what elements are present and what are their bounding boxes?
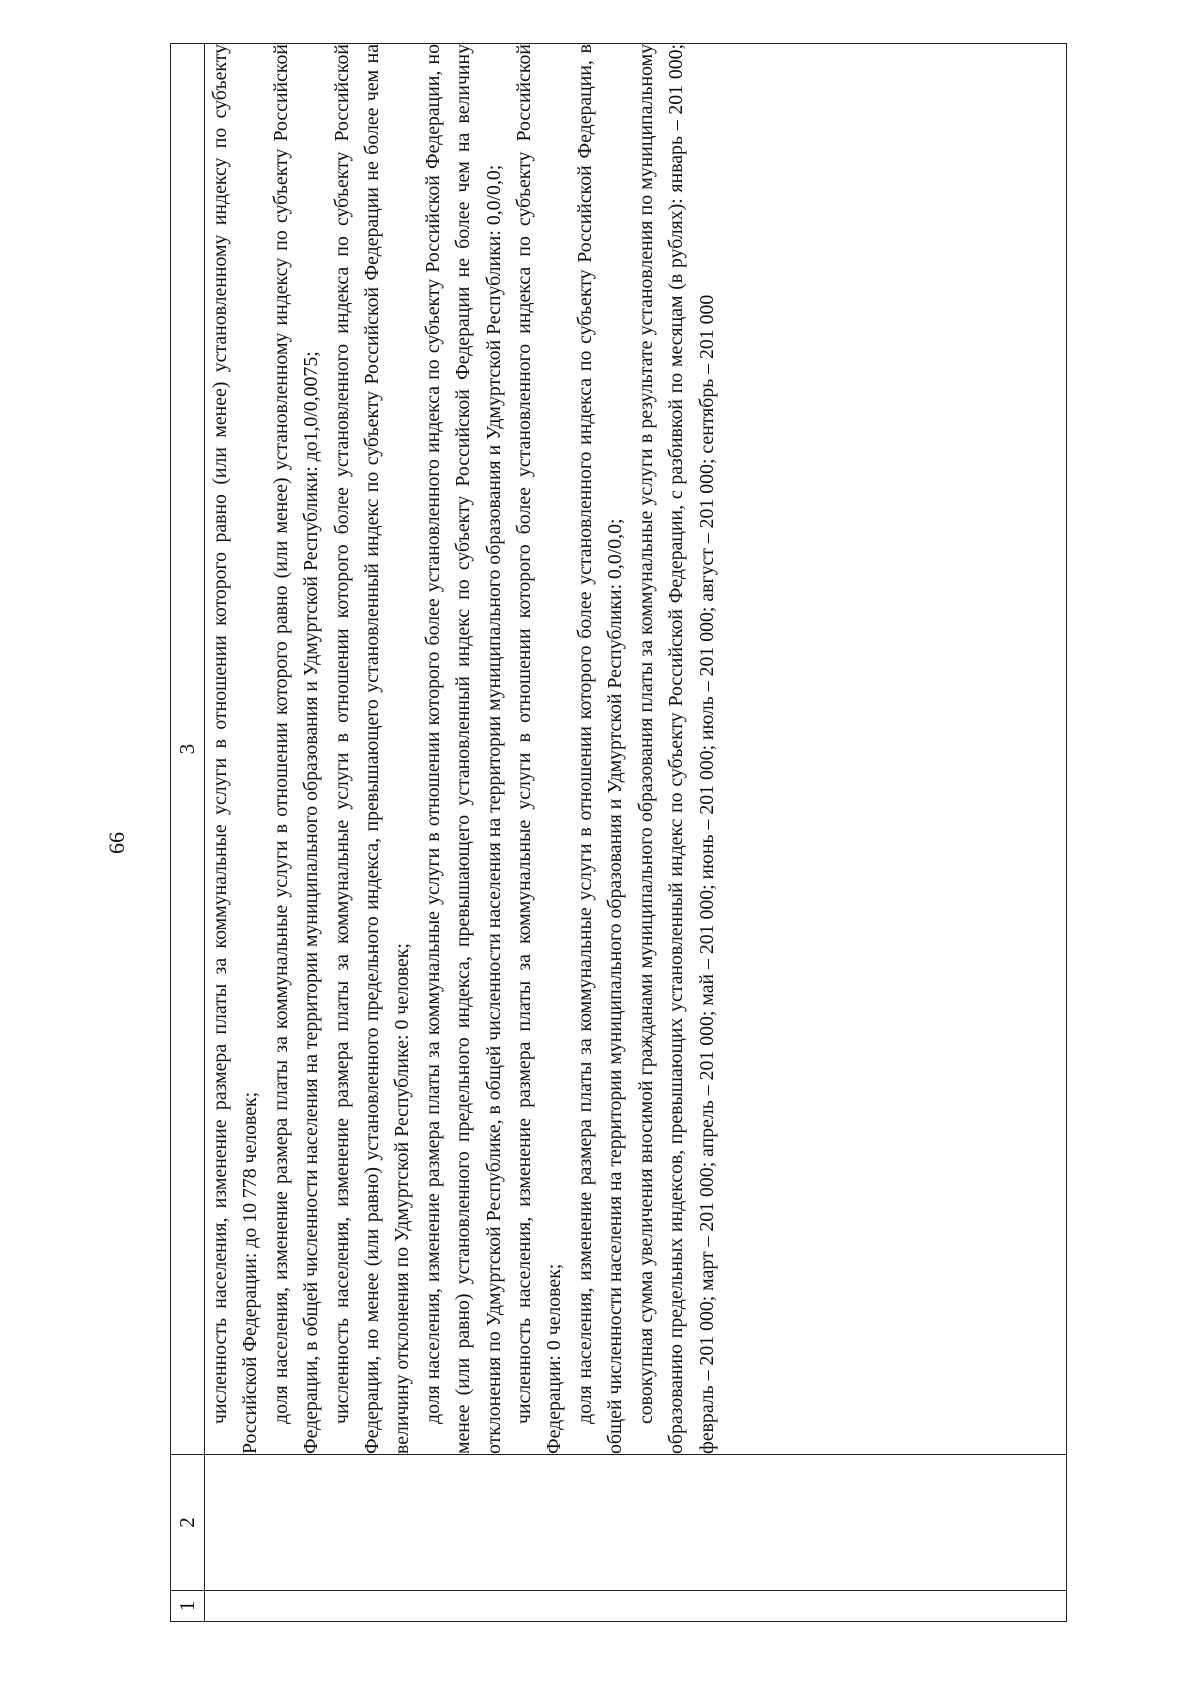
table-header-row	[171, 44, 205, 1622]
paragraph-population-within-index: численность населения, изменение размера платы за коммунальные услуги в отношении которого равно (или менее) установленному индексу по субъекту Российской Федерации: до 10 778 человек;	[209, 44, 262, 1454]
paragraph-population-within-limit: численность населения, изменение размера платы за коммунальные услуги в отношении которого более установленного индекса по субъекту Российской Федерации, но менее (или равно) установленного предельного индекса, превышающего установленный индекс по субъекту Российской Федерации не более чем на величину отклонения по Удмуртской Республике: 0 человек;	[330, 44, 414, 1454]
cell-col-1	[205, 1591, 1067, 1622]
column-header-1: 1	[171, 1591, 205, 1622]
document-table	[170, 43, 1067, 1622]
paragraph-share-within-limit: доля населения, изменение размера платы за коммунальные услуги в отношении которого более установленного индекса по субъекту Российской Федерации, но менее (или равно) установленного предельного индекса, превышающего установленный индекс по субъекту Российской Федерации не более чем на величину отклонения по Удмуртской Республике, в общей численности населения на территории муниципального образования и Удмуртской Республики: 0,0/0,0;	[421, 44, 505, 1454]
cell-col-3-content	[205, 44, 1067, 1455]
paragraph-share-within-index: доля населения, изменение размера платы за коммунальные услуги в отношении которого равно (или менее) установленному индексу по субъекту Российской Федерации, в общей численности населения на территории муниципального образования и Удмуртской Республики: до1,0/0,0075;	[269, 44, 323, 1454]
rotated-table-container	[170, 44, 1067, 1622]
column-header-3: 3	[171, 44, 205, 1455]
paragraph-share-above-index: доля населения, изменение размера платы за коммунальные услуги в отношении которого более установленного индекса по субъекту Российской Федерации, в общей численности населения на территории муниципального образования и Удмуртской Республики: 0,0/0,0;	[573, 44, 627, 1454]
column-header-2: 2	[171, 1455, 205, 1591]
cell-col-2	[205, 1455, 1067, 1591]
paragraph-total-increase-by-month: совокупная сумма увеличения вносимой гражданами муниципального образования платы за коммунальные услуги в результате установления по муниципальному образованию предельных индексов, превышающих установленный индекс по субъекту Российской Федерации, с разбивкой по месяцам (в рублях): январь – 201 000; февраль – 201 000; март – 201 000; апрель – 201 000; май – 201 000; июнь – 201 000; июль – 201 000; август – 201 000; сентябрь – 201 000	[634, 44, 718, 1454]
table-row	[205, 44, 1067, 1622]
page-number: 66	[104, 832, 129, 854]
paragraph-population-above-index: численность населения, изменение размера платы за коммунальные услуги в отношении которого более установленного индекса по субъекту Российской Федерации: 0 человек;	[513, 44, 566, 1454]
